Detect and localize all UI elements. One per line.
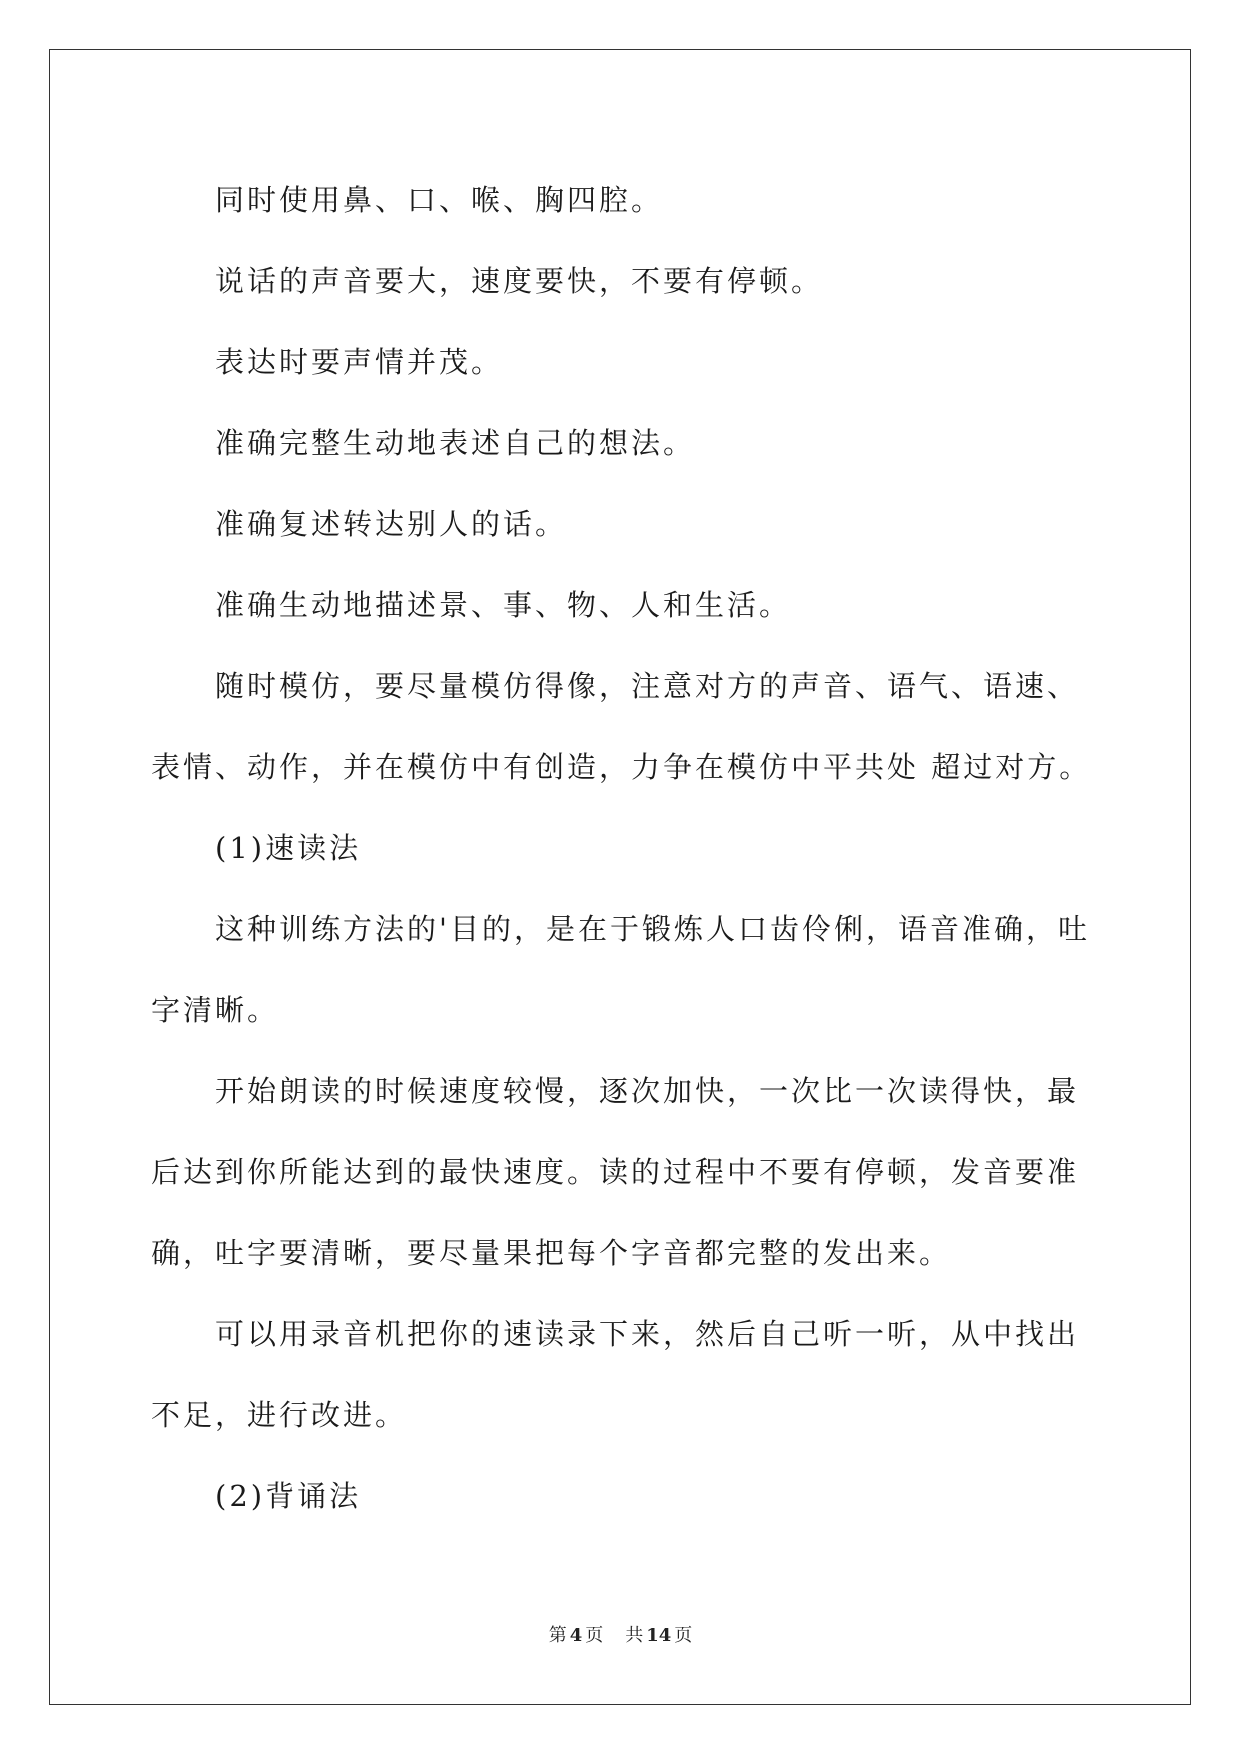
paragraph-7: 随时模仿，要尽量模仿得像，注意对方的声音、语气、语速、表情、动作，并在模仿中有创造，力争在模仿中平共处 超过对方。 [151, 669, 1092, 784]
footer-total-suffix: 页 [674, 1625, 693, 1646]
footer-total-pages: 14 [646, 1625, 672, 1646]
page-footer [0, 1624, 1241, 1648]
footer-page-number: 4 [569, 1625, 583, 1646]
footer-total-prefix: 共 [625, 1625, 644, 1646]
paragraph-4: 准确完整生动地表述自己的想法。 [215, 426, 696, 460]
document-body [151, 160, 1095, 1537]
paragraph-9: 这种训练方法的'目的，是在于锻炼人口齿伶俐，语音准确，吐字清晰。 [151, 912, 1090, 1027]
section-heading-speed-reading: (1)速读法 [215, 831, 362, 865]
paragraph-6: 准确生动地描述景、事、物、人和生活。 [215, 588, 792, 622]
section-heading-recitation: (2)背诵法 [215, 1479, 362, 1513]
paragraph-5: 准确复述转达别人的话。 [215, 507, 568, 541]
paragraph-11: 可以用录音机把你的速读录下来，然后自己听一听，从中找出不足，进行改进。 [151, 1317, 1080, 1432]
footer-page-suffix: 页 [585, 1625, 604, 1646]
paragraph-1: 同时使用鼻、口、喉、胸四腔。 [215, 183, 664, 217]
footer-page-prefix: 第 [548, 1625, 567, 1646]
paragraph-2: 说话的声音要大，速度要快，不要有停顿。 [215, 264, 824, 298]
paragraph-3: 表达时要声情并茂。 [215, 345, 504, 379]
paragraph-10: 开始朗读的时候速度较慢，逐次加快，一次比一次读得快，最后达到你所能达到的最快速度。读的过程中不要有停顿，发音要准确，吐字要清晰，要尽量果把每个字音都完整的发出来。 [151, 1074, 1080, 1270]
